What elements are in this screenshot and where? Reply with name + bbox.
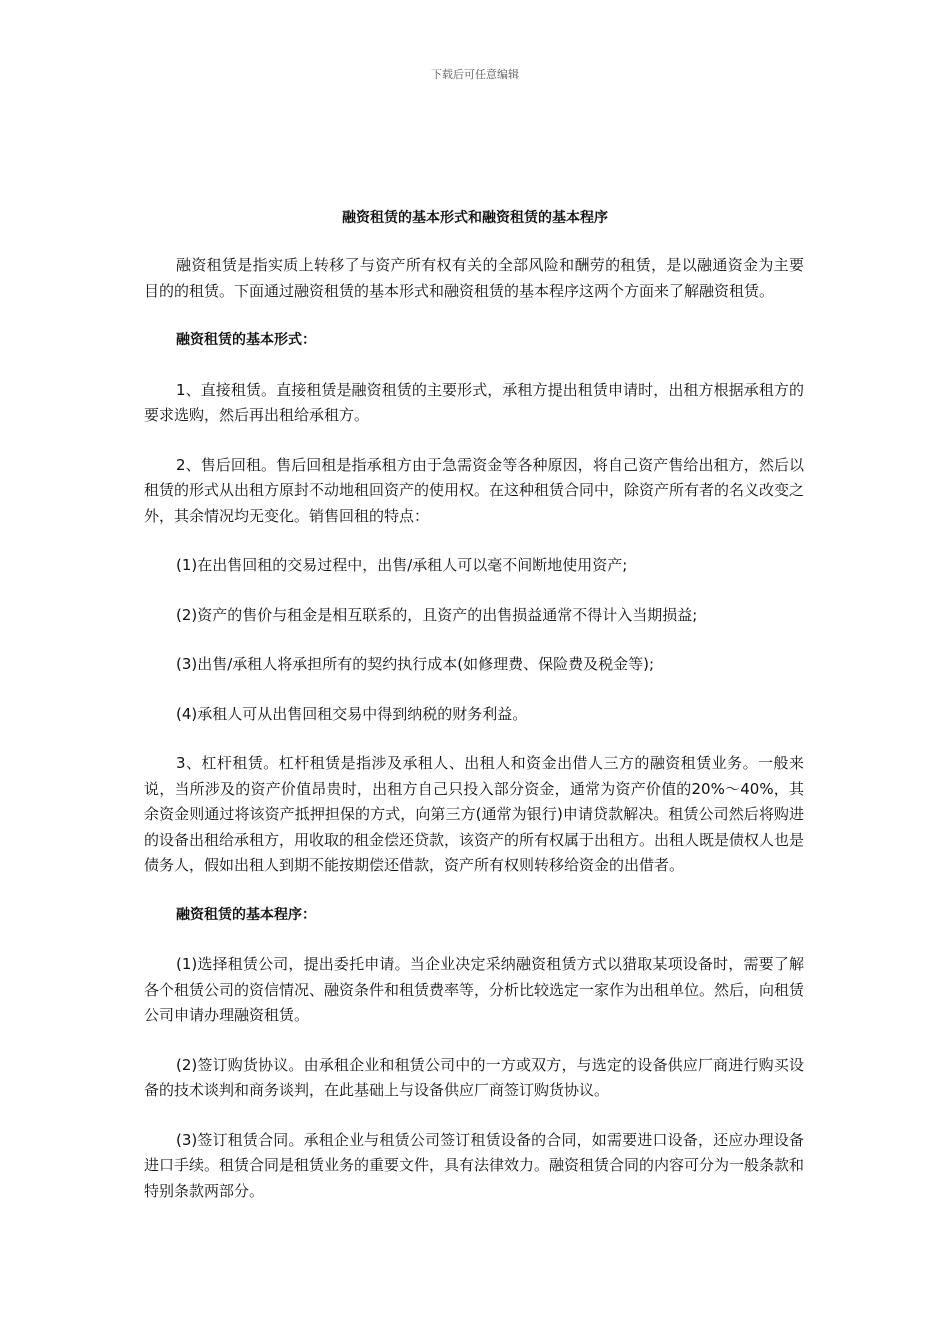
procedure-step-1: (1)选择租赁公司，提出委托申请。当企业决定采纳融资租赁方式以猎取某项设备时，需要了解各个租赁公司的资信情况、融资条件和租赁费率等，分析比较选定一家作为出租单位。然后，向租赁公司申请办理融资租赁。 [144,955,805,1024]
section-heading-procedure: 融资租赁的基本程序： [176,906,316,923]
section-heading-forms: 融资租赁的基本形式： [176,332,316,348]
list-item-leaseback-2: (2)资产的售价与租金是相互联系的，且资产的出售损益通常不得计入当期损益; [176,605,698,624]
procedure-step-3: (3)签订租赁合同。承租企业与租赁公司签订租赁设备的合同，如需要进口设备，还应办理设备进口手续。租赁合同是租赁业务的重要文件，具有法律效力。融资租赁合同的内容可分为一般条款和特别条款两部分。 [144,1130,805,1200]
list-item-leaseback-4: (4)承租人可从出售回租交易中得到纳税的财务利益。 [176,704,528,723]
paragraph-direct-lease: 1、直接租赁。直接租赁是融资租赁的主要形式，承租方提出租赁申请时，出租方根据承租方的要求选购，然后再出租给承租方。 [144,380,804,424]
intro-paragraph: 融资租赁是指实质上转移了与资产所有权有关的全部风险和酬劳的租赁，是以融通资金为主要目的的租赁。下面通过融资租赁的基本形式和融资租赁的基本程序这两个方面来了解融资租赁。 [144,256,804,300]
paragraph-sale-leaseback: 2、售后回租。售后回租是指承租方由于急需资金等各种原因，将自己资产售给出租方，然后以租赁的形式从出租方原封不动地租回资产的使用权。在这种租赁合同中，除资产所有者的名义改变之外，其余情况均无变化。销售回租的特点： [144,455,805,525]
paragraph-leveraged-lease: 3、杠杆租赁。杠杆租赁是指涉及承租人、出租人和资金出借人三方的融资租赁业务。一般来说，当所涉及的资产价值昂贵时，出租方自己只投入部分资金，通常为资产价值的20%～40%，其余资金则通过将该资产抵押担保的方式，向第三方(通常为银行)申请贷款解决。租赁公司然后将购进的设备出租给承租方，用收取的租金偿还贷款，该资产的所有权属于出租方。出租人既是债权人也是债务人，假如出租人到期不能按期偿还借款，资产所有权则转移给资金的出借者。 [144,754,805,874]
list-item-leaseback-3: (3)出售/承租人将承担所有的契约执行成本(如修理费、保险费及税金等); [176,655,655,673]
document-title: 融资租赁的基本形式和融资租赁的基本程序 [342,210,608,226]
list-item-leaseback-1: (1)在出售回租的交易过程中，出售/承租人可以毫不间断地使用资产; [176,556,628,574]
procedure-step-2: (2)签订购货协议。由承租企业和租赁公司中的一方或双方，与选定的设备供应厂商进行购买设备的技术谈判和商务谈判，在此基础上与设备供应厂商签订购货协议。 [144,1055,804,1099]
document-body [144,253,804,1228]
header-note: 下载后可任意编辑 [431,68,519,81]
